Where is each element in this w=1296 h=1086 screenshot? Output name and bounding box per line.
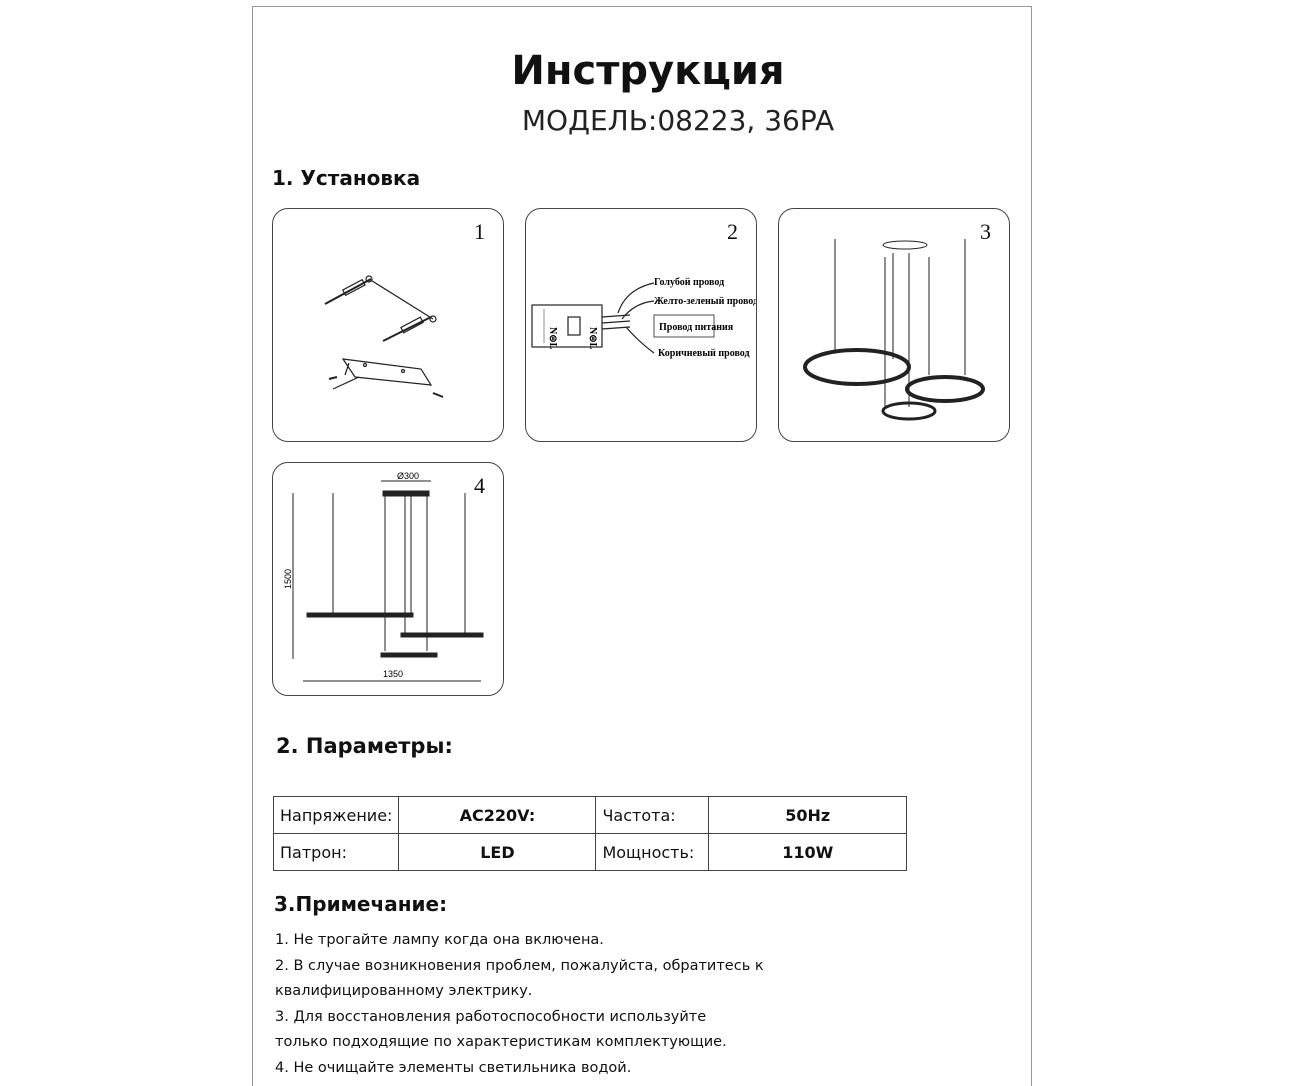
parameters-table (273, 796, 907, 871)
voltage-label: Напряжение: (274, 797, 399, 834)
wire-label-yellow-green: Желто-зеленый провод (654, 296, 758, 307)
note-line: квалифицированному электрику. (275, 983, 533, 999)
terminal-label-right: N⊜L (587, 327, 598, 350)
socket-value: LED (399, 834, 596, 871)
width-label: 1350 (383, 669, 404, 679)
table-row (274, 834, 907, 871)
terminal-label-left: N⊜L (547, 327, 558, 350)
power-label: Мощность: (596, 834, 709, 871)
note-line: 4. Не очищайте элементы светильника водой. (275, 1059, 632, 1076)
notes-list (275, 928, 795, 1081)
wire-label-power: Провод питания (659, 322, 734, 333)
chandelier-perspective-drawing (779, 209, 1010, 442)
frequency-label: Частота: (596, 797, 709, 834)
mounting-hardware-drawing (273, 209, 504, 442)
document-title: Инструкция (511, 48, 785, 94)
section-notes-heading: 3.Примечание: (274, 892, 448, 916)
step-number: 3 (980, 219, 991, 244)
wire-label-blue: Голубой провод (654, 277, 725, 288)
note-line: только подходящие по характеристикам комплектующие. (275, 1034, 727, 1050)
step-number: 4 (474, 473, 485, 498)
install-step-2-panel (525, 208, 757, 442)
frequency-value: 50Hz (709, 797, 907, 834)
power-value: 110W (709, 834, 907, 871)
install-step-3-panel (778, 208, 1010, 442)
install-step-1-panel (272, 208, 504, 442)
wire-label-brown: Коричневый провод (658, 348, 750, 359)
section-installation-heading: 1. Установка (272, 166, 421, 190)
step-number: 2 (727, 219, 738, 244)
socket-label: Патрон: (274, 834, 399, 871)
model-number: МОДЕЛЬ:08223, 36PA (521, 104, 835, 137)
note-line: 1. Не трогайте лампу когда она включена. (275, 932, 604, 948)
table-row (274, 797, 907, 834)
wiring-diagram (526, 209, 757, 442)
voltage-value: AC220V: (399, 797, 596, 834)
diameter-label: Ø300 (397, 471, 420, 481)
height-label: 1500 (283, 568, 293, 589)
note-line: 3. Для восстановления работоспособности используйте (275, 1008, 707, 1025)
step-number: 1 (474, 219, 485, 244)
note-line: 2. В случае возникновения проблем, пожалуйста, обратитесь к (275, 957, 764, 974)
section-parameters-heading: 2. Параметры: (276, 734, 453, 758)
dimensions-drawing (273, 463, 504, 696)
install-step-4-panel (272, 462, 504, 696)
